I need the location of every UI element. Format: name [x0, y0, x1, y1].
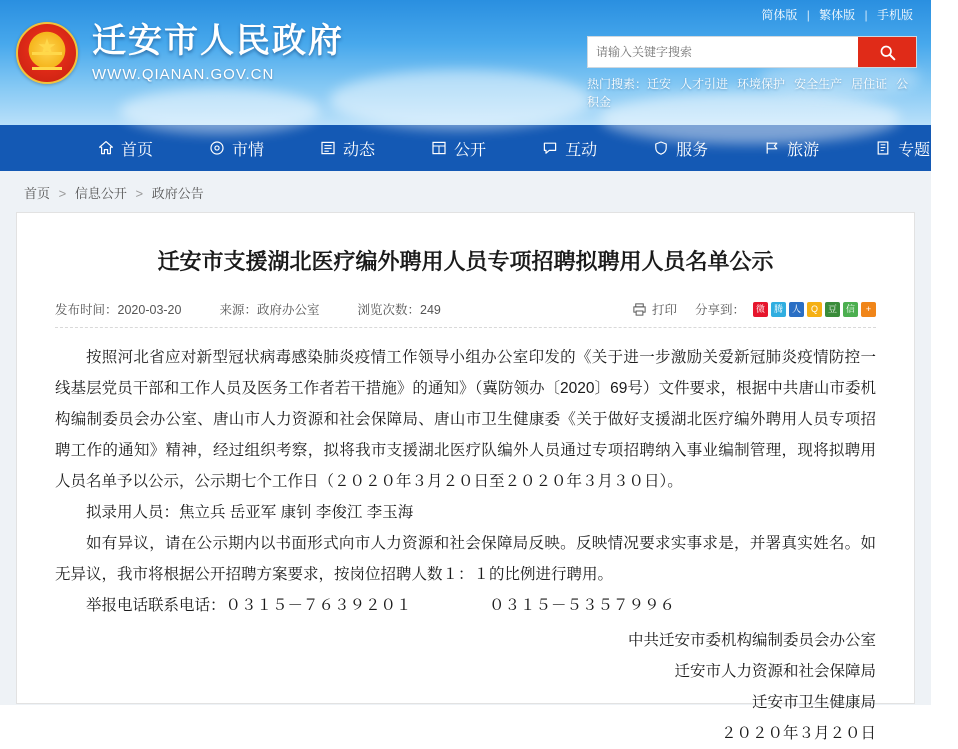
site-title-block [92, 23, 344, 82]
source [219, 300, 319, 318]
breadcrumb-item-announcement[interactable]: 政府公告 [151, 186, 204, 201]
douban-icon[interactable]: 豆 [825, 302, 840, 317]
nav-item-home[interactable] [70, 137, 181, 160]
grid-icon [431, 140, 447, 156]
nav-label: 专题 [898, 141, 931, 159]
nav-label: 市情 [232, 141, 265, 159]
share-label: 分享到： [694, 303, 745, 317]
lang-simplified-link[interactable]: 简体版 [761, 8, 798, 22]
tencent-weibo-icon[interactable]: 腾 [771, 302, 786, 317]
hot-item-5[interactable]: 公积金 [587, 77, 909, 109]
nav-label: 旅游 [787, 141, 820, 159]
search-box[interactable] [587, 36, 917, 68]
more-share-icon[interactable]: + [861, 302, 876, 317]
hot-item-2[interactable]: 环境保护 [737, 77, 786, 91]
breadcrumb-separator: > [135, 186, 144, 201]
cloud-decoration [330, 70, 590, 130]
print-button[interactable] [632, 300, 677, 318]
search-input[interactable] [588, 37, 858, 67]
publish-time [55, 300, 181, 318]
page-body [0, 171, 931, 742]
hot-item-4[interactable]: 居住证 [851, 77, 888, 91]
topbar-separator: | [864, 8, 868, 22]
article-signature [55, 625, 876, 749]
shield-icon [653, 140, 669, 156]
site-title-cn: 迁安市人民政府 [92, 22, 344, 61]
nav-label: 公开 [454, 141, 487, 159]
breadcrumb-item-home[interactable]: 首页 [24, 186, 51, 201]
nav-label: 动态 [343, 141, 376, 159]
nav-label: 互动 [565, 141, 598, 159]
nav-item-open[interactable] [403, 137, 514, 160]
nav-item-news[interactable] [292, 137, 403, 160]
cloud-decoration [120, 88, 320, 134]
view-count-label: 浏览次数： [357, 303, 421, 317]
article-paragraph: 拟录用人员：焦立兵 岳亚军 康钊 李俊江 李玉海 [86, 504, 414, 521]
publish-time-value: 2020-03-20 [117, 303, 182, 317]
signature-line: 迁安市卫生健康局 [751, 694, 876, 711]
signature-line: ２０２０年３月２０日 [720, 725, 876, 742]
hot-item-0[interactable]: 迁安 [647, 77, 672, 91]
search-button[interactable] [858, 37, 916, 67]
breadcrumb [0, 171, 931, 212]
source-label: 来源： [219, 303, 257, 317]
article-title: 迁安市支援湖北医疗编外聘用人员专项招聘拟聘用人员名单公示 [157, 249, 774, 274]
nav-label: 首页 [121, 141, 154, 159]
meta-actions [632, 300, 876, 318]
publish-time-label: 发布时间： [55, 303, 118, 317]
lang-traditional-link[interactable]: 繁体版 [819, 8, 856, 22]
breadcrumb-separator: > [58, 186, 67, 201]
nav-item-city[interactable] [181, 137, 292, 160]
sina-weibo-icon[interactable]: 微 [753, 302, 768, 317]
hot-search-row [587, 75, 917, 111]
location-icon [209, 140, 225, 156]
article-paragraph: 举报电话联系电话：０３１５－７６３９２０１ ０３１５－５３５７９９６ [86, 597, 676, 614]
hot-search-label: 热门搜素： [587, 77, 648, 91]
site-title-en: WWW.QIANAN.GOV.CN [92, 65, 275, 83]
nav-label: 服务 [676, 141, 709, 159]
hot-item-3[interactable]: 安全生产 [794, 77, 843, 91]
qzone-icon[interactable]: Q [807, 302, 822, 317]
hot-item-1[interactable]: 人才引进 [680, 77, 729, 91]
print-label: 打印 [651, 303, 677, 317]
source-value: 政府办公室 [256, 303, 320, 317]
share-icon-list [753, 302, 876, 317]
book-icon [875, 140, 891, 156]
site-header [0, 0, 931, 125]
chat-icon [542, 140, 558, 156]
article-meta [55, 300, 876, 328]
mobile-version-link[interactable]: 手机版 [876, 8, 913, 22]
search-icon [879, 44, 896, 61]
signature-line: 中共迁安市委机构编制委员会办公室 [627, 632, 876, 649]
wechat-icon[interactable]: 信 [843, 302, 858, 317]
article-body [55, 342, 876, 749]
national-emblem-icon [16, 22, 78, 84]
nav-item-interaction[interactable] [514, 137, 625, 160]
news-icon [320, 140, 336, 156]
article-paragraph: 如有异议，请在公示期内以书面形式向市人力资源和社会保障局反映。反映情况要求实事求是，并署真实姓名。如无异议，我市将根据公开招聘方案要求，按岗位招聘人数１：１的比例进行聘用。 [55, 535, 876, 583]
renren-icon[interactable]: 人 [789, 302, 804, 317]
top-language-bar [757, 6, 917, 23]
nav-item-topics[interactable] [847, 137, 958, 160]
home-icon [98, 140, 114, 156]
view-count-value: 249 [420, 303, 441, 317]
printer-icon [632, 302, 647, 317]
article-card [16, 212, 915, 742]
breadcrumb-item-disclosure[interactable]: 信息公开 [74, 186, 127, 201]
signature-line: 迁安市人力资源和社会保障局 [674, 663, 876, 680]
search-area [587, 36, 917, 111]
article-paragraph: 按照河北省应对新型冠状病毒感染肺炎疫情工作领导小组办公室印发的《关于进一步激励关爱新冠肺炎疫情防控一线基层党员干部和工作人员及医务工作者若干措施》的通知》（冀防领办〔2020〕69号）文件要求，根据中共唐山市委机构编制委员会办公室、唐山市人力资源和社会保障局、唐山市卫生健康委《关于做好支援湖北医疗编外聘用人员专项招聘工作的通知》精神，经过组织考察，拟将我市支援湖北医疗队编外人员通过专项招聘纳入事业编制管理，现将拟聘用人员名单予以公示，公示期七个工作日（２０２０年３月２０日至２０２０年３月３０日）。 [55, 349, 876, 490]
site-logo[interactable] [16, 22, 344, 84]
topbar-separator: | [806, 8, 810, 22]
view-count [358, 300, 441, 318]
